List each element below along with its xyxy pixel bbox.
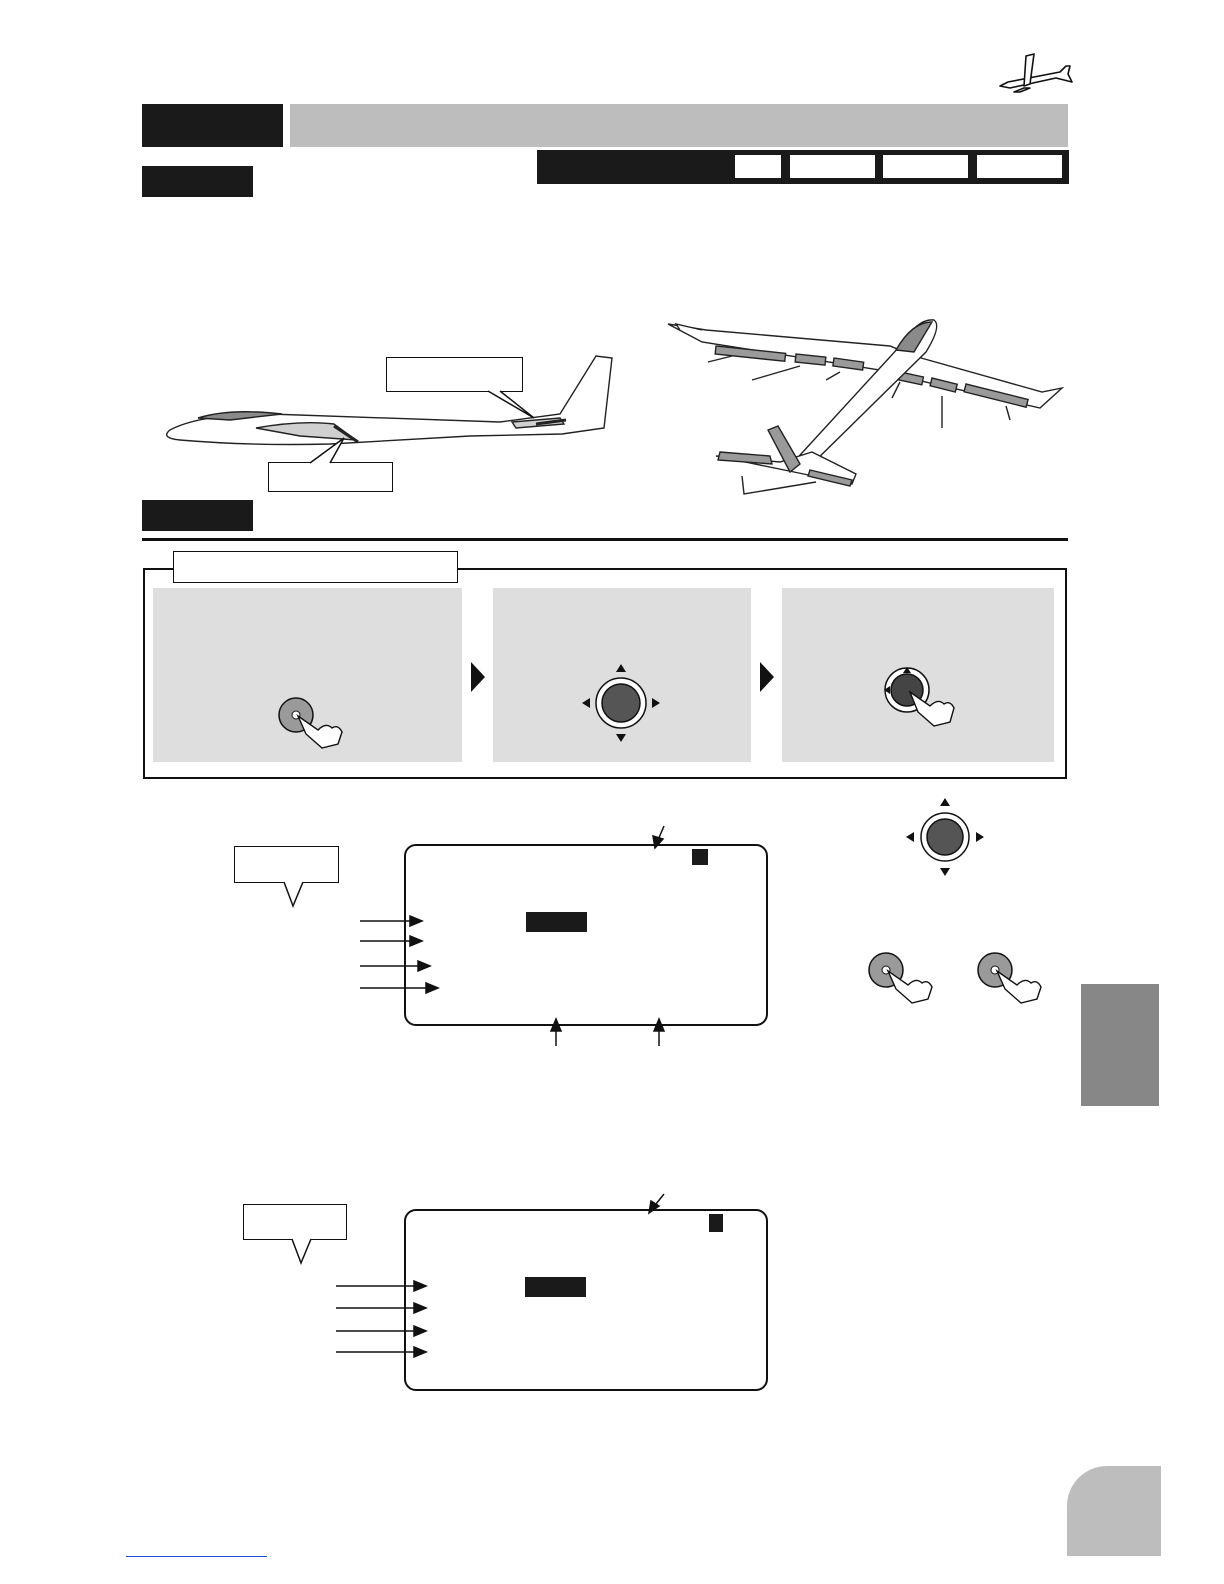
screen-callout-2 <box>243 1204 347 1240</box>
lcd-2-page-indicator <box>709 1214 723 1232</box>
page-number-tab <box>1067 1466 1161 1556</box>
lcd-2-highlight <box>525 1277 586 1297</box>
link[interactable] <box>126 1552 267 1557</box>
lcd-screen-2 <box>404 1209 768 1391</box>
side-tab <box>1081 984 1159 1106</box>
